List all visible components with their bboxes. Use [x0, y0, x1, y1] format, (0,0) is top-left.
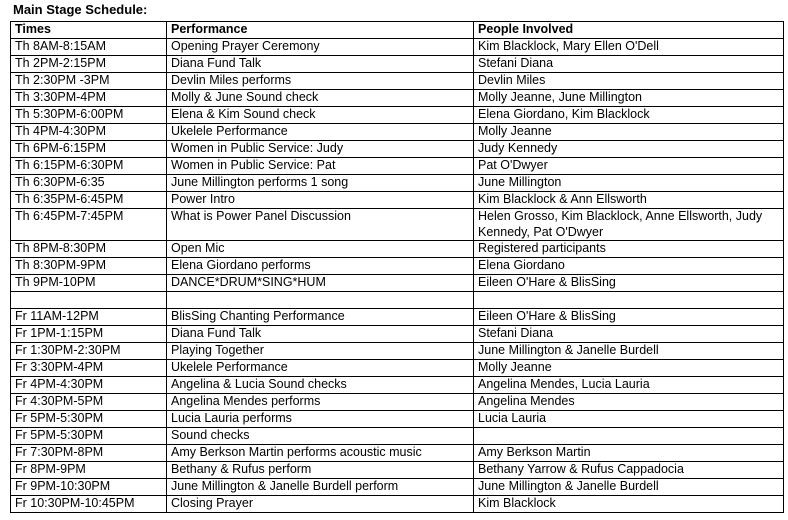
people-cell: Bethany Yarrow & Rufus Cappadocia	[474, 462, 784, 479]
table-row	[11, 90, 784, 107]
performance-cell: June Millington performs 1 song	[167, 175, 474, 192]
time-cell	[11, 292, 167, 309]
people-cell: Lucia Lauria	[474, 411, 784, 428]
performance-cell: Amy Berkson Martin performs acoustic music	[167, 445, 474, 462]
performance-cell: Devlin Miles performs	[167, 73, 474, 90]
table-row	[11, 428, 784, 445]
time-cell: Fr 1PM-1:15PM	[11, 326, 167, 343]
time-cell: Th 6:45PM-7:45PM	[11, 209, 167, 241]
table-row	[11, 275, 784, 292]
people-cell: Elena Giordano	[474, 258, 784, 275]
schedule-title: Main Stage Schedule:	[13, 2, 148, 17]
time-cell: Th 6:30PM-6:35	[11, 175, 167, 192]
table-row	[11, 360, 784, 377]
people-cell: Stefani Diana	[474, 56, 784, 73]
table-row	[11, 326, 784, 343]
performance-cell: Ukelele Performance	[167, 124, 474, 141]
table-row	[11, 309, 784, 326]
table-row	[11, 394, 784, 411]
time-cell: Fr 3:30PM-4PM	[11, 360, 167, 377]
people-cell: Angelina Mendes	[474, 394, 784, 411]
performance-cell: Molly & June Sound check	[167, 90, 474, 107]
time-cell: Th 9PM-10PM	[11, 275, 167, 292]
performance-cell: Power Intro	[167, 192, 474, 209]
time-cell: Th 6PM-6:15PM	[11, 141, 167, 158]
performance-cell: Women in Public Service: Pat	[167, 158, 474, 175]
time-cell: Fr 5PM-5:30PM	[11, 428, 167, 445]
time-cell: Fr 10:30PM-10:45PM	[11, 496, 167, 513]
performance-cell: Ukelele Performance	[167, 360, 474, 377]
people-cell	[474, 292, 784, 309]
people-cell	[474, 428, 784, 445]
people-cell: Molly Jeanne	[474, 360, 784, 377]
table-row	[11, 107, 784, 124]
table-row	[11, 377, 784, 394]
people-cell: Kim Blacklock, Mary Ellen O'Dell	[474, 39, 784, 56]
performance-cell: Lucia Lauria performs	[167, 411, 474, 428]
table-row	[11, 241, 784, 258]
people-cell: Angelina Mendes, Lucia Lauria	[474, 377, 784, 394]
people-cell: Judy Kennedy	[474, 141, 784, 158]
time-cell: Fr 8PM-9PM	[11, 462, 167, 479]
table-row	[11, 73, 784, 90]
table-row	[11, 124, 784, 141]
people-cell: Amy Berkson Martin	[474, 445, 784, 462]
people-cell: Molly Jeanne	[474, 124, 784, 141]
time-cell: Th 3:30PM-4PM	[11, 90, 167, 107]
performance-cell: BlisSing Chanting Performance	[167, 309, 474, 326]
performance-cell: Diana Fund Talk	[167, 326, 474, 343]
people-cell: Registered participants	[474, 241, 784, 258]
people-cell: Devlin Miles	[474, 73, 784, 90]
table-row	[11, 192, 784, 209]
people-cell: Kim Blacklock	[474, 496, 784, 513]
performance-cell: Sound checks	[167, 428, 474, 445]
header-people-involved: People Involved	[474, 22, 784, 39]
time-cell: Fr 4PM-4:30PM	[11, 377, 167, 394]
people-cell: Stefani Diana	[474, 326, 784, 343]
table-row	[11, 175, 784, 192]
performance-cell: Closing Prayer	[167, 496, 474, 513]
performance-cell: Bethany & Rufus perform	[167, 462, 474, 479]
schedule-table	[10, 21, 784, 513]
time-cell: Th 5:30PM-6:00PM	[11, 107, 167, 124]
time-cell: Fr 9PM-10:30PM	[11, 479, 167, 496]
header-times: Times	[11, 22, 167, 39]
table-row	[11, 56, 784, 73]
performance-cell: Open Mic	[167, 241, 474, 258]
performance-cell: Opening Prayer Ceremony	[167, 39, 474, 56]
time-cell: Fr 1:30PM-2:30PM	[11, 343, 167, 360]
table-row	[11, 343, 784, 360]
table-row	[11, 258, 784, 275]
header-row	[11, 22, 784, 39]
table-row	[11, 209, 784, 241]
performance-cell: Diana Fund Talk	[167, 56, 474, 73]
people-cell: Eileen O'Hare & BlisSing	[474, 275, 784, 292]
header-performance: Performance	[167, 22, 474, 39]
performance-cell: DANCE*DRUM*SING*HUM	[167, 275, 474, 292]
people-cell: Pat O'Dwyer	[474, 158, 784, 175]
people-cell: June Millington	[474, 175, 784, 192]
time-cell: Fr 4:30PM-5PM	[11, 394, 167, 411]
table-row	[11, 411, 784, 428]
performance-cell: Angelina Mendes performs	[167, 394, 474, 411]
performance-cell: Playing Together	[167, 343, 474, 360]
people-cell: June Millington & Janelle Burdell	[474, 479, 784, 496]
people-cell: Helen Grosso, Kim Blacklock, Anne Ellsworth, Judy Kennedy, Pat O'Dwyer	[474, 209, 784, 241]
time-cell: Th 2PM-2:15PM	[11, 56, 167, 73]
people-cell: Kim Blacklock & Ann Ellsworth	[474, 192, 784, 209]
people-cell: Molly Jeanne, June Millington	[474, 90, 784, 107]
performance-cell: Elena & Kim Sound check	[167, 107, 474, 124]
performance-cell: Women in Public Service: Judy	[167, 141, 474, 158]
performance-cell	[167, 292, 474, 309]
table-row	[11, 141, 784, 158]
time-cell: Th 2:30PM -3PM	[11, 73, 167, 90]
table-row	[11, 462, 784, 479]
table-row	[11, 292, 784, 309]
people-cell: June Millington & Janelle Burdell	[474, 343, 784, 360]
time-cell: Th 4PM-4:30PM	[11, 124, 167, 141]
people-cell: Elena Giordano, Kim Blacklock	[474, 107, 784, 124]
time-cell: Fr 11AM-12PM	[11, 309, 167, 326]
performance-cell: Elena Giordano performs	[167, 258, 474, 275]
time-cell: Th 6:35PM-6:45PM	[11, 192, 167, 209]
table-row	[11, 39, 784, 56]
time-cell: Th 8PM-8:30PM	[11, 241, 167, 258]
table-row	[11, 496, 784, 513]
people-cell: Eileen O'Hare & BlisSing	[474, 309, 784, 326]
time-cell: Th 8AM-8:15AM	[11, 39, 167, 56]
time-cell: Fr 5PM-5:30PM	[11, 411, 167, 428]
schedule-body	[11, 39, 784, 513]
table-row	[11, 445, 784, 462]
time-cell: Fr 7:30PM-8PM	[11, 445, 167, 462]
time-cell: Th 8:30PM-9PM	[11, 258, 167, 275]
performance-cell: June Millington & Janelle Burdell perform	[167, 479, 474, 496]
time-cell: Th 6:15PM-6:30PM	[11, 158, 167, 175]
performance-cell: What is Power Panel Discussion	[167, 209, 474, 241]
performance-cell: Angelina & Lucia Sound checks	[167, 377, 474, 394]
table-row	[11, 479, 784, 496]
table-row	[11, 158, 784, 175]
